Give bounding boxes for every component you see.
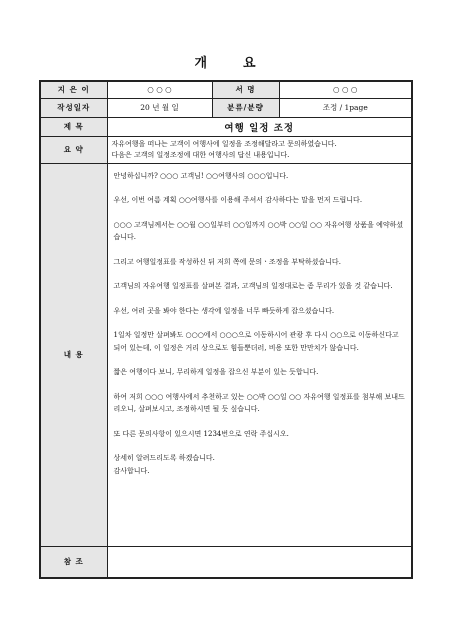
content-paragraph: 우선, 여러 곳을 봐야 한다는 생각에 일정을 너무 빠듯하게 잡으셨습니다. — [113, 306, 335, 315]
content-paragraph: 그리고 여행일정표를 작성하신 뒤 저희 쪽에 문의ㆍ조정을 부탁하셨습니다. — [113, 257, 341, 266]
content-paragraph: 고객님의 자유여행 일정표를 살펴본 결과, 고객님의 일정대로는 좀 무리가 있을 것 같습니다. — [113, 282, 393, 290]
page-title — [0, 52, 450, 71]
content-paragraph: 우선, 이번 여름 계획 ○○여행사를 이용해 주셔서 감사하다는 말을 먼저 드립니다. — [113, 196, 363, 204]
date-label: 작성일자 — [40, 98, 107, 117]
closing-line: 상세히 알려드리도록 하겠습니다. — [113, 454, 215, 462]
content-paragraph: 안녕하십니까? ○○○ 고객님! ○○여행사의 ○○○입니다. — [113, 171, 289, 180]
content-paragraph: 하여 저희 ○○○ 여행사에서 추천하고 있는 ○○박 ○○일 ○○ 자유여행 일정표를 첨부해 보내드리오니, 살펴보시고, 조정하시면 될 듯 싶습니다. — [113, 392, 405, 413]
date-value: 20 년 월 일 — [107, 98, 212, 117]
content-label: 내 용 — [40, 163, 107, 546]
signature-value: ○ ○ ○ — [279, 81, 412, 98]
summary-text — [107, 136, 412, 163]
page-title-part: 요 — [243, 56, 256, 71]
content-body — [107, 163, 412, 546]
page-title-part: 개 — [194, 56, 207, 71]
category-label: 분류/분량 — [212, 98, 279, 117]
author-label: 지 은 이 — [40, 81, 107, 98]
content-paragraph: 짧은 여행이다 보니, 무리하게 일정을 잡으신 부분이 있는 듯합니다. — [113, 368, 319, 376]
document-form-table — [39, 80, 413, 579]
category-value: 조정 / 1page — [279, 98, 412, 117]
content-paragraph: 1일차 일정만 살펴봐도 ○○○에서 ○○○으로 이동하시어 관광 후 다시 ○○으로 이동하신다고 되어 있는데, 이 일정은 거리 상으로도 힘들뿐더러, 비용 또한 만만치가 않습니다. — [113, 331, 399, 352]
reference-label: 참 조 — [40, 546, 107, 578]
signature-label: 서 명 — [212, 81, 279, 98]
summary-line: 다음은 고객의 일정조정에 대한 여행사의 답신 내용입니다. — [111, 150, 290, 159]
author-value: ○ ○ ○ — [107, 81, 212, 98]
summary-label: 요 약 — [40, 136, 107, 163]
content-paragraph: 또 다른 문의사항이 있으시면 1234번으로 연락 주십시오. — [113, 429, 289, 438]
closing-line: 감사합니다. — [113, 466, 150, 475]
summary-line: 자유여행을 떠나는 고객이 여행사에 일정을 조정해달라고 문의하였습니다. — [111, 139, 337, 148]
title-value: 여행 일정 조정 — [107, 117, 412, 136]
title-label: 제 목 — [40, 117, 107, 136]
content-paragraph: ○○○ 고객님께서는 ○○월 ○○일부터 ○○일까지 ○○박 ○○일 ○○ 자유여행 상품을 예약하셨습니다. — [113, 220, 404, 241]
reference-value — [107, 546, 412, 578]
